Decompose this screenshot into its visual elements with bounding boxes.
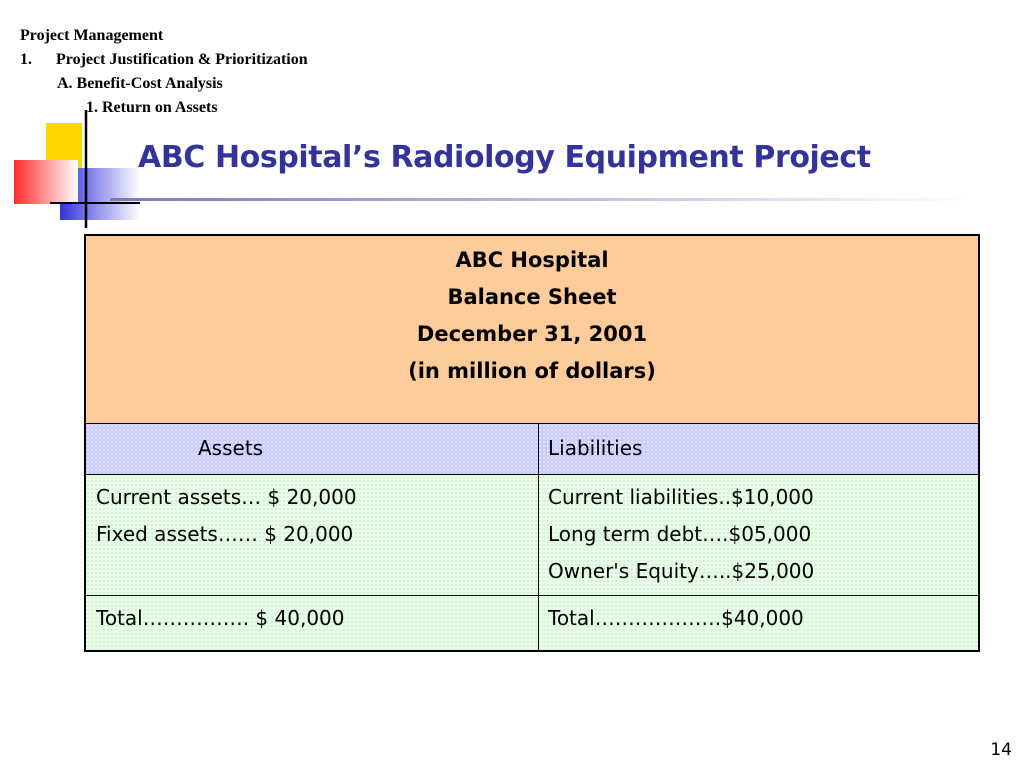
line-items-row [86,475,978,596]
total-assets: Total……………. $ 40,000 [96,606,345,630]
long-term-debt-item: Long term debt….$05,000 [548,522,812,546]
owners-equity-item: Owner's Equity…..$25,000 [548,559,815,583]
breadcrumb-level-3: A. Benefit-Cost Analysis [57,75,223,92]
column-header-row [86,424,978,475]
page-number: 14 [990,740,1012,760]
liabilities-column-header: Liabilities [548,436,643,460]
assets-cell [96,479,357,553]
balance-sheet-table [84,234,980,652]
current-assets-item: Current assets… $ 20,000 [96,485,357,509]
statement-date: December 31, 2001 [416,322,648,346]
column-divider [538,424,539,650]
current-liabilities-item: Current liabilities..$10,000 [548,485,814,509]
liabilities-cell [548,479,814,590]
totals-row [86,596,978,650]
breadcrumb [20,24,308,120]
breadcrumb-level-1: Project Management [20,27,164,44]
company-name: ABC Hospital [455,248,609,272]
decorative-squares-graphic [0,110,150,230]
statement-name: Balance Sheet [447,285,617,309]
breadcrumb-level-4: 1. Return on Assets [86,99,218,116]
slide-title: ABC Hospital’s Radiology Equipment Project [138,140,871,175]
breadcrumb-level-2 [20,48,308,72]
breadcrumb-level-2-number: 1. [20,51,32,68]
breadcrumb-level-2-text: Project Justification & Prioritization [56,51,308,68]
fixed-assets-item: Fixed assets…… $ 20,000 [96,522,354,546]
assets-column-header: Assets [198,436,264,460]
balance-sheet-header [86,236,978,424]
title-divider [110,198,970,201]
statement-units: (in million of dollars) [408,359,656,383]
total-liabilities: Total……………….$40,000 [548,606,804,630]
